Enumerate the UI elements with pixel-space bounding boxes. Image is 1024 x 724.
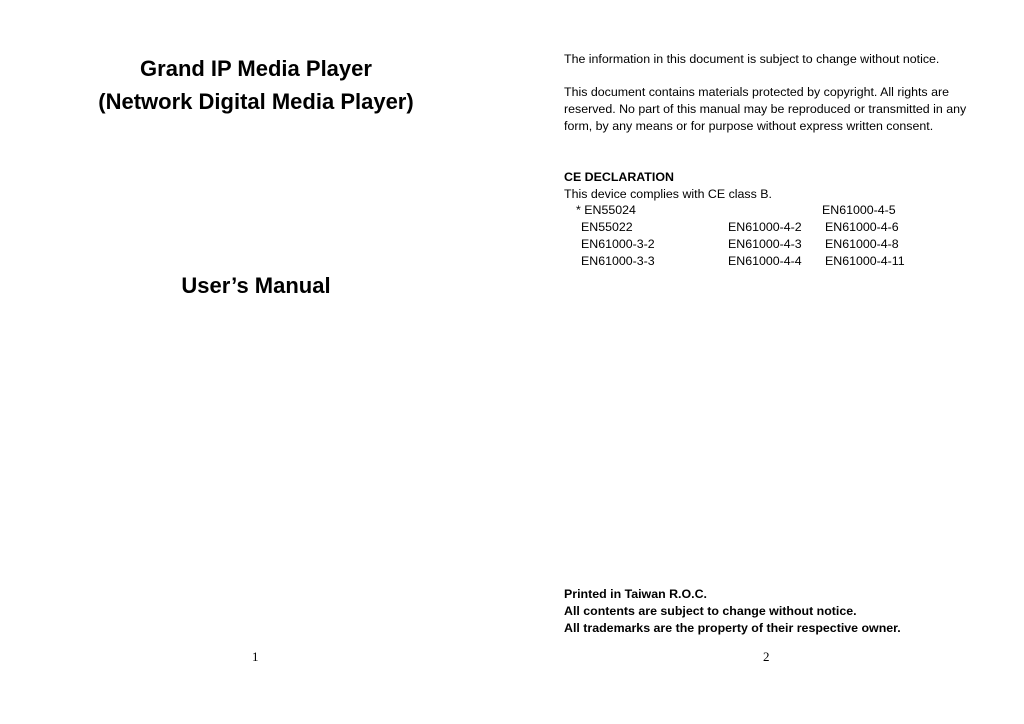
document-subtitle: (Network Digital Media Player) [98, 89, 414, 114]
standard-item: EN61000-4-3 [728, 237, 802, 251]
ce-heading: CE DECLARATION [564, 170, 674, 184]
document-title: Grand IP Media Player [140, 56, 372, 81]
copyright-paragraph [564, 84, 966, 135]
standard-item: EN61000-4-11 [825, 254, 905, 268]
right-page [512, 0, 1024, 724]
standard-item: EN61000-3-2 [581, 237, 655, 251]
standard-item: EN61000-4-5 [822, 203, 896, 217]
page-number: 2 [763, 649, 770, 664]
copyright-line: This document contains materials protected by copyright. All rights are [564, 85, 949, 99]
standard-item: * EN55024 [576, 203, 636, 217]
footer-line: Printed in Taiwan R.O.C. [564, 587, 707, 601]
footer-notes [564, 586, 901, 637]
footer-line: All contents are subject to change without notice. [564, 604, 857, 618]
standard-item: EN61000-4-2 [728, 220, 802, 234]
manual-label: User’s Manual [181, 273, 331, 298]
standard-item: EN55022 [581, 220, 633, 234]
copyright-line: form, by any means or for purpose without express written consent. [564, 119, 934, 133]
standard-item: EN61000-4-6 [825, 220, 899, 234]
ce-statement: This device complies with CE class B. [564, 187, 772, 201]
standard-item: EN61000-4-8 [825, 237, 899, 251]
page-number: 1 [252, 649, 259, 664]
footer-line: All trademarks are the property of their respective owner. [564, 621, 901, 635]
change-notice: The information in this document is subject to change without notice. [564, 52, 940, 66]
copyright-line: reserved. No part of this manual may be reproduced or transmitted in any [564, 102, 967, 116]
standard-item: EN61000-3-3 [581, 254, 655, 268]
standard-item: EN61000-4-4 [728, 254, 802, 268]
